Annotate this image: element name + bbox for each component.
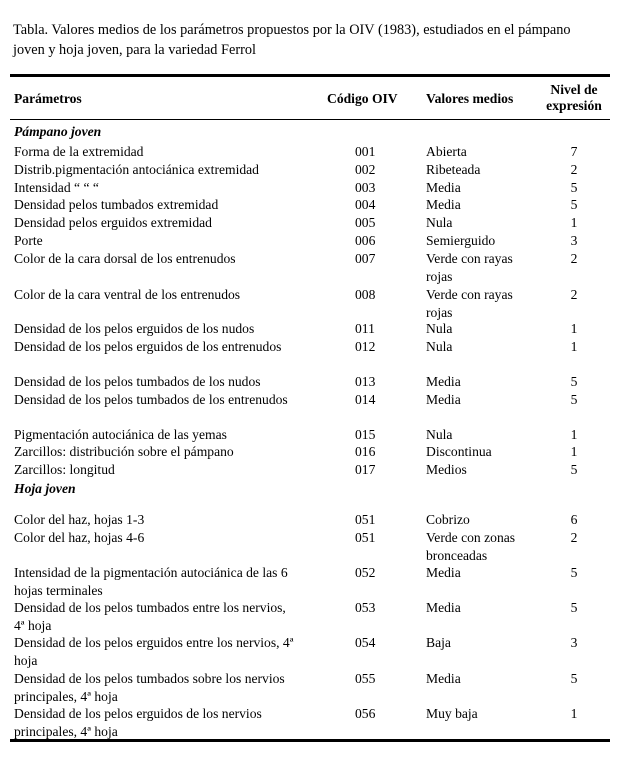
value-cell: Media bbox=[426, 671, 461, 686]
header-valores-medios: Valores medios bbox=[426, 91, 514, 106]
level-cell: 1 bbox=[570, 427, 578, 442]
code-cell: 013 bbox=[355, 374, 376, 389]
value-cell: Baja bbox=[426, 635, 451, 650]
value-cell: Cobrizo bbox=[426, 512, 470, 527]
level-cell: 6 bbox=[570, 512, 578, 527]
header-parametros: Parámetros bbox=[14, 91, 82, 106]
level-cell: 5 bbox=[570, 600, 578, 615]
code-cell: 003 bbox=[355, 180, 376, 195]
section-title: Hoja joven bbox=[14, 481, 76, 496]
level-cell: 2 bbox=[570, 251, 578, 266]
code-cell: 011 bbox=[355, 321, 375, 336]
value-cell: Nula bbox=[426, 339, 453, 354]
code-cell: 052 bbox=[355, 565, 376, 580]
value-cell: Media bbox=[426, 374, 461, 389]
param-cell: Densidad de los pelos erguidos de los nudos bbox=[14, 321, 255, 336]
header-nivel-expresion: Nivel de expresión bbox=[546, 82, 602, 113]
code-cell: 005 bbox=[355, 215, 376, 230]
code-cell: 002 bbox=[355, 162, 376, 177]
param-cell: Densidad de los pelos tumbados sobre los nervios principales, 4ª hoja bbox=[14, 671, 285, 704]
param-cell: Color de la cara dorsal de los entrenudos bbox=[14, 251, 236, 266]
param-cell: Pigmentación autociánica de las yemas bbox=[14, 427, 227, 442]
level-cell: 2 bbox=[570, 162, 578, 177]
code-cell: 007 bbox=[355, 251, 376, 266]
code-cell: 055 bbox=[355, 671, 376, 686]
value-cell: Semierguido bbox=[426, 233, 496, 248]
value-cell: Nula bbox=[426, 321, 453, 336]
level-cell: 2 bbox=[570, 287, 578, 302]
param-cell: Porte bbox=[14, 233, 43, 248]
level-cell: 3 bbox=[570, 233, 578, 248]
level-cell: 7 bbox=[570, 144, 578, 159]
param-cell: Zarcillos: distribución sobre el pámpano bbox=[14, 444, 234, 459]
param-cell: Zarcillos: longitud bbox=[14, 462, 115, 477]
code-cell: 054 bbox=[355, 635, 376, 650]
param-cell: Densidad de los pelos tumbados entre los nervios, 4ª hoja bbox=[14, 600, 286, 633]
value-cell: Medios bbox=[426, 462, 467, 477]
param-cell: Densidad de los pelos erguidos de los entrenudos bbox=[14, 339, 282, 354]
param-cell: Color de la cara ventral de los entrenudos bbox=[14, 287, 241, 302]
level-cell: 5 bbox=[570, 180, 578, 195]
param-cell: Densidad pelos erguidos extremidad bbox=[14, 215, 212, 230]
header-top-rule bbox=[10, 74, 610, 77]
code-cell: 012 bbox=[355, 339, 376, 354]
code-cell: 051 bbox=[355, 512, 376, 527]
value-cell: Media bbox=[426, 600, 461, 615]
code-cell: 053 bbox=[355, 600, 376, 615]
level-cell: 5 bbox=[570, 374, 578, 389]
value-cell: Abierta bbox=[426, 144, 467, 159]
level-cell: 1 bbox=[570, 321, 578, 336]
level-cell: 1 bbox=[570, 215, 578, 230]
code-cell: 051 bbox=[355, 530, 376, 545]
value-cell: Nula bbox=[426, 215, 453, 230]
code-cell: 017 bbox=[355, 462, 376, 477]
param-cell: Densidad de los pelos erguidos de los nervios principales, 4ª hoja bbox=[14, 706, 262, 739]
code-cell: 056 bbox=[355, 706, 376, 721]
value-cell: Ribeteada bbox=[426, 162, 481, 177]
value-cell: Media bbox=[426, 197, 461, 212]
value-cell: Verde con zonas bronceadas bbox=[426, 530, 516, 563]
param-cell: Densidad de los pelos tumbados de los nudos bbox=[14, 374, 261, 389]
header-bottom-rule bbox=[10, 119, 610, 120]
param-cell: Color del haz, hojas 1-3 bbox=[14, 512, 145, 527]
param-cell: Color del haz, hojas 4-6 bbox=[14, 530, 145, 545]
code-cell: 008 bbox=[355, 287, 376, 302]
value-cell: Verde con rayas rojas bbox=[426, 287, 513, 320]
level-cell: 5 bbox=[570, 392, 578, 407]
header-codigo-oiv: Código OIV bbox=[327, 91, 398, 106]
code-cell: 015 bbox=[355, 427, 376, 442]
value-cell: Media bbox=[426, 180, 461, 195]
param-cell: Forma de la extremidad bbox=[14, 144, 144, 159]
code-cell: 016 bbox=[355, 444, 376, 459]
value-cell: Discontinua bbox=[426, 444, 492, 459]
value-cell: Media bbox=[426, 565, 461, 580]
param-cell: Densidad de los pelos erguidos entre los nervios, 4ª hoja bbox=[14, 635, 294, 668]
level-cell: 2 bbox=[570, 530, 578, 545]
value-cell: Muy baja bbox=[426, 706, 478, 721]
code-cell: 004 bbox=[355, 197, 376, 212]
table-caption: Tabla. Valores medios de los parámetros propuestos por la OIV (1983), estudiados en el pámpano joven y hoja joven, para la variedad Ferrol bbox=[13, 22, 571, 58]
level-cell: 1 bbox=[570, 339, 578, 354]
level-cell: 3 bbox=[570, 635, 578, 650]
param-cell: Densidad pelos tumbados extremidad bbox=[14, 197, 219, 212]
level-cell: 1 bbox=[570, 444, 578, 459]
value-cell: Verde con rayas rojas bbox=[426, 251, 513, 284]
code-cell: 014 bbox=[355, 392, 376, 407]
table-bottom-rule bbox=[10, 739, 610, 742]
value-cell: Nula bbox=[426, 427, 453, 442]
level-cell: 5 bbox=[570, 671, 578, 686]
param-cell: Intensidad de la pigmentación autociánica de las 6 hojas terminales bbox=[14, 565, 288, 598]
code-cell: 001 bbox=[355, 144, 376, 159]
value-cell: Media bbox=[426, 392, 461, 407]
param-cell: Densidad de los pelos tumbados de los entrenudos bbox=[14, 392, 288, 407]
level-cell: 1 bbox=[570, 706, 578, 721]
param-cell: Distrib.pigmentación antociánica extremidad bbox=[14, 162, 259, 177]
section-title: Pámpano joven bbox=[14, 124, 102, 139]
level-cell: 5 bbox=[570, 565, 578, 580]
level-cell: 5 bbox=[570, 462, 578, 477]
code-cell: 006 bbox=[355, 233, 376, 248]
param-cell: Intensidad “ “ “ bbox=[14, 180, 99, 195]
level-cell: 5 bbox=[570, 197, 578, 212]
